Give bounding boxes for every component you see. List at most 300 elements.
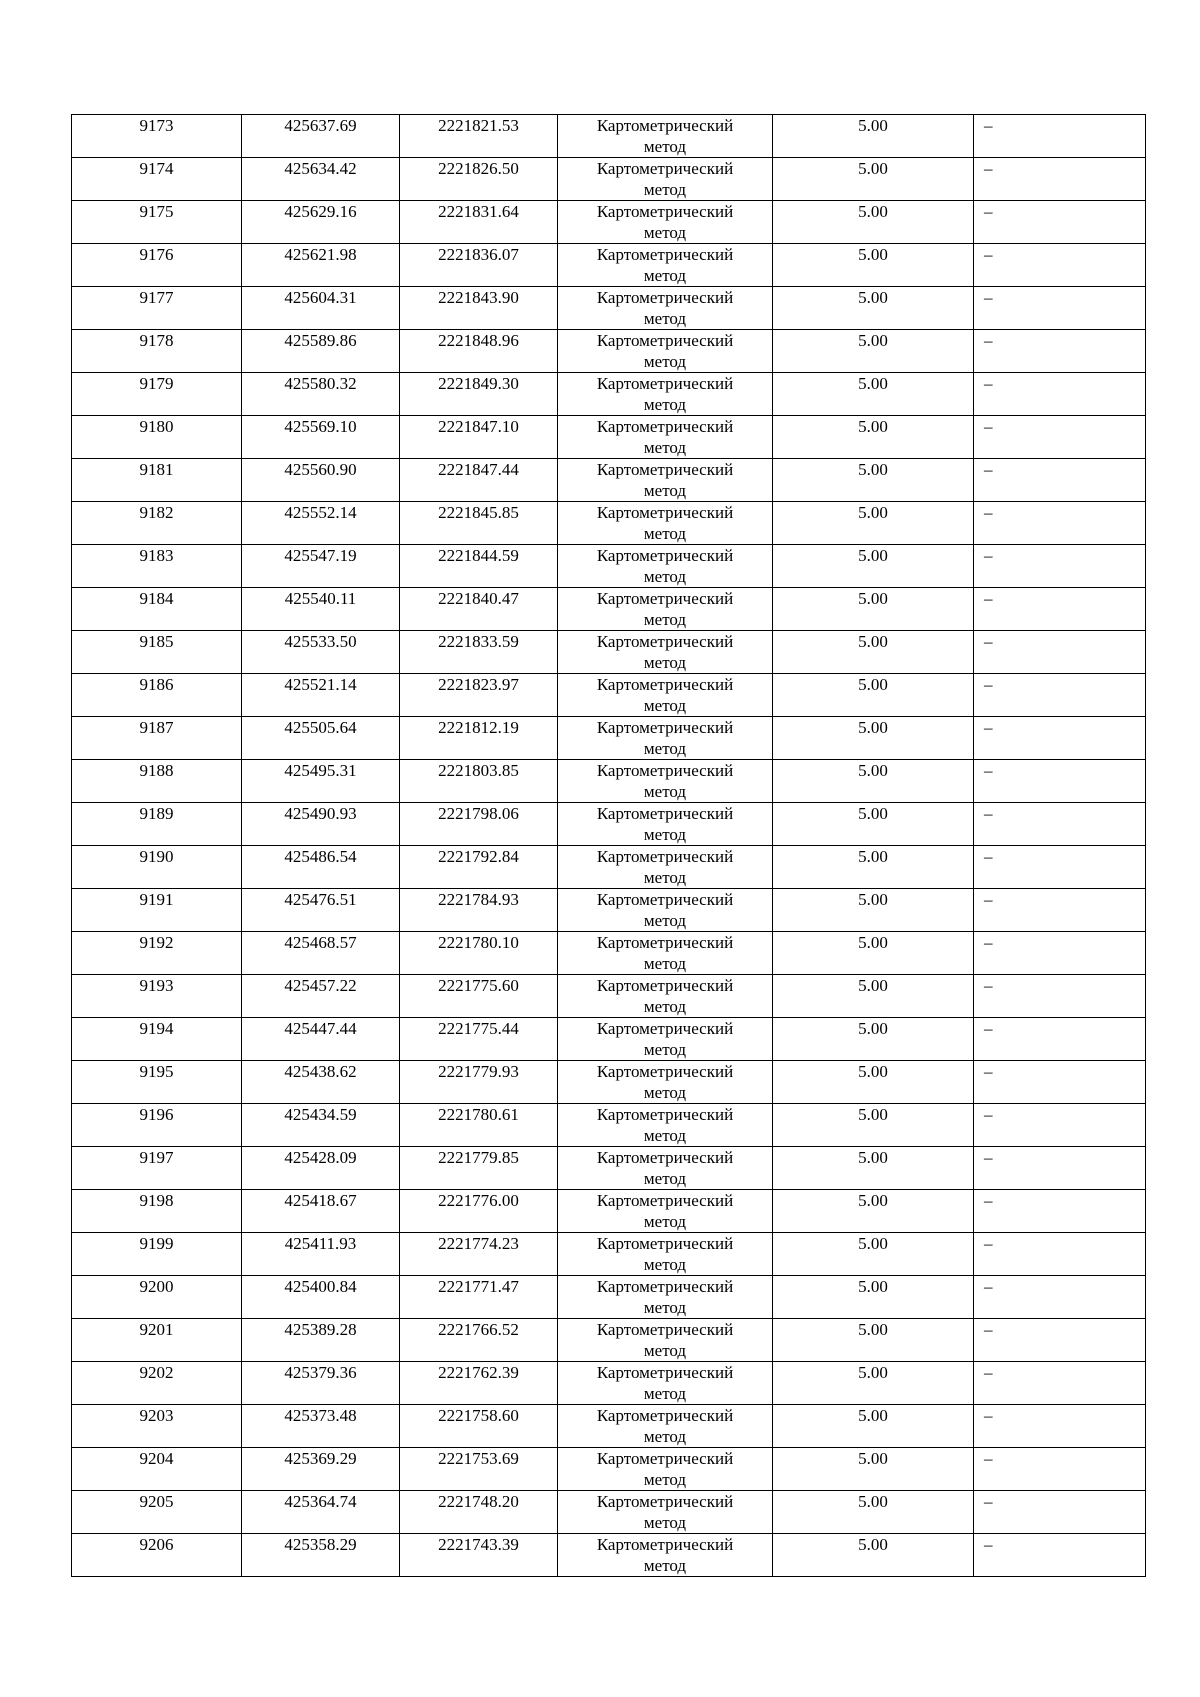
method-cell <box>558 1190 773 1233</box>
note-cell: – <box>974 416 1146 459</box>
y-coordinate-cell: 2221823.97 <box>400 674 558 717</box>
accuracy-cell: 5.00 <box>773 459 974 502</box>
method-cell <box>558 1534 773 1577</box>
note-cell: – <box>974 1276 1146 1319</box>
table-row <box>72 631 1146 674</box>
x-coordinate-cell: 425434.59 <box>242 1104 400 1147</box>
accuracy-cell: 5.00 <box>773 975 974 1018</box>
point-number-cell: 9190 <box>72 846 242 889</box>
method-cell <box>558 330 773 373</box>
table-row <box>72 1319 1146 1362</box>
note-cell: – <box>974 158 1146 201</box>
method-line-2: метод <box>643 954 687 973</box>
method-line-2: метод <box>643 825 687 844</box>
accuracy-cell: 5.00 <box>773 244 974 287</box>
x-coordinate-cell: 425521.14 <box>242 674 400 717</box>
y-coordinate-cell: 2221748.20 <box>400 1491 558 1534</box>
accuracy-cell: 5.00 <box>773 717 974 760</box>
note-cell: – <box>974 1061 1146 1104</box>
method-line-2: метод <box>643 1298 687 1317</box>
x-coordinate-cell: 425358.29 <box>242 1534 400 1577</box>
point-number-cell: 9204 <box>72 1448 242 1491</box>
method-line-1: Картометрический <box>596 503 734 522</box>
x-coordinate-cell: 425580.32 <box>242 373 400 416</box>
method-cell <box>558 1233 773 1276</box>
y-coordinate-cell: 2221779.93 <box>400 1061 558 1104</box>
method-line-1: Картометрический <box>596 675 734 694</box>
point-number-cell: 9197 <box>72 1147 242 1190</box>
y-coordinate-cell: 2221849.30 <box>400 373 558 416</box>
note-cell: – <box>974 244 1146 287</box>
table-row <box>72 373 1146 416</box>
table-row <box>72 459 1146 502</box>
x-coordinate-cell: 425490.93 <box>242 803 400 846</box>
note-cell: – <box>974 1448 1146 1491</box>
method-cell <box>558 115 773 158</box>
note-cell: – <box>974 1534 1146 1577</box>
accuracy-cell: 5.00 <box>773 1319 974 1362</box>
method-line-2: метод <box>643 739 687 758</box>
method-line-2: метод <box>643 782 687 801</box>
method-line-1: Картометрический <box>596 632 734 651</box>
point-number-cell: 9173 <box>72 115 242 158</box>
accuracy-cell: 5.00 <box>773 1405 974 1448</box>
accuracy-cell: 5.00 <box>773 1147 974 1190</box>
method-line-1: Картометрический <box>596 933 734 952</box>
point-number-cell: 9196 <box>72 1104 242 1147</box>
method-line-2: метод <box>643 997 687 1016</box>
x-coordinate-cell: 425637.69 <box>242 115 400 158</box>
method-cell <box>558 717 773 760</box>
note-cell: – <box>974 803 1146 846</box>
point-number-cell: 9180 <box>72 416 242 459</box>
accuracy-cell: 5.00 <box>773 330 974 373</box>
note-cell: – <box>974 932 1146 975</box>
table-row <box>72 717 1146 760</box>
note-cell: – <box>974 760 1146 803</box>
method-line-1: Картометрический <box>596 847 734 866</box>
method-line-1: Картометрический <box>596 761 734 780</box>
method-line-2: метод <box>643 1470 687 1489</box>
x-coordinate-cell: 425418.67 <box>242 1190 400 1233</box>
method-line-1: Картометрический <box>596 1363 734 1382</box>
method-line-2: метод <box>643 610 687 629</box>
accuracy-cell: 5.00 <box>773 201 974 244</box>
table-row <box>72 1233 1146 1276</box>
method-line-2: метод <box>643 1083 687 1102</box>
method-line-2: метод <box>643 395 687 414</box>
point-number-cell: 9185 <box>72 631 242 674</box>
method-cell <box>558 1405 773 1448</box>
note-cell: – <box>974 502 1146 545</box>
note-cell: – <box>974 1233 1146 1276</box>
point-number-cell: 9189 <box>72 803 242 846</box>
point-number-cell: 9195 <box>72 1061 242 1104</box>
method-cell <box>558 889 773 932</box>
method-cell <box>558 631 773 674</box>
method-line-2: метод <box>643 266 687 285</box>
note-cell: – <box>974 975 1146 1018</box>
table-row <box>72 889 1146 932</box>
table-row <box>72 846 1146 889</box>
table-row <box>72 545 1146 588</box>
method-line-1: Картометрический <box>596 1191 734 1210</box>
method-line-2: метод <box>643 696 687 715</box>
method-line-1: Картометрический <box>596 159 734 178</box>
table-row <box>72 201 1146 244</box>
y-coordinate-cell: 2221844.59 <box>400 545 558 588</box>
y-coordinate-cell: 2221743.39 <box>400 1534 558 1577</box>
y-coordinate-cell: 2221758.60 <box>400 1405 558 1448</box>
accuracy-cell: 5.00 <box>773 1018 974 1061</box>
method-line-2: метод <box>643 180 687 199</box>
note-cell: – <box>974 1190 1146 1233</box>
y-coordinate-cell: 2221845.85 <box>400 502 558 545</box>
method-line-2: метод <box>643 911 687 930</box>
x-coordinate-cell: 425476.51 <box>242 889 400 932</box>
x-coordinate-cell: 425634.42 <box>242 158 400 201</box>
accuracy-cell: 5.00 <box>773 115 974 158</box>
table-row <box>72 287 1146 330</box>
method-line-2: метод <box>643 1513 687 1532</box>
method-line-2: метод <box>643 352 687 371</box>
x-coordinate-cell: 425364.74 <box>242 1491 400 1534</box>
accuracy-cell: 5.00 <box>773 416 974 459</box>
table-row <box>72 1190 1146 1233</box>
note-cell: – <box>974 631 1146 674</box>
method-line-1: Картометрический <box>596 976 734 995</box>
accuracy-cell: 5.00 <box>773 158 974 201</box>
method-line-2: метод <box>643 1556 687 1575</box>
method-cell <box>558 846 773 889</box>
method-line-1: Картометрический <box>596 1105 734 1124</box>
method-line-1: Картометрический <box>596 804 734 823</box>
method-cell <box>558 1104 773 1147</box>
note-cell: – <box>974 1362 1146 1405</box>
x-coordinate-cell: 425621.98 <box>242 244 400 287</box>
coordinates-table <box>71 114 1146 1577</box>
accuracy-cell: 5.00 <box>773 588 974 631</box>
point-number-cell: 9201 <box>72 1319 242 1362</box>
x-coordinate-cell: 425369.29 <box>242 1448 400 1491</box>
method-line-1: Картометрический <box>596 1492 734 1511</box>
y-coordinate-cell: 2221836.07 <box>400 244 558 287</box>
accuracy-cell: 5.00 <box>773 674 974 717</box>
y-coordinate-cell: 2221848.96 <box>400 330 558 373</box>
table-row <box>72 416 1146 459</box>
accuracy-cell: 5.00 <box>773 760 974 803</box>
method-line-1: Картометрический <box>596 589 734 608</box>
method-cell <box>558 674 773 717</box>
method-cell <box>558 932 773 975</box>
x-coordinate-cell: 425604.31 <box>242 287 400 330</box>
method-cell <box>558 760 773 803</box>
y-coordinate-cell: 2221775.44 <box>400 1018 558 1061</box>
method-line-2: метод <box>643 1040 687 1059</box>
y-coordinate-cell: 2221780.10 <box>400 932 558 975</box>
table-row <box>72 1147 1146 1190</box>
x-coordinate-cell: 425438.62 <box>242 1061 400 1104</box>
method-line-1: Картометрический <box>596 202 734 221</box>
method-cell <box>558 1448 773 1491</box>
note-cell: – <box>974 287 1146 330</box>
accuracy-cell: 5.00 <box>773 1491 974 1534</box>
x-coordinate-cell: 425533.50 <box>242 631 400 674</box>
y-coordinate-cell: 2221843.90 <box>400 287 558 330</box>
y-coordinate-cell: 2221826.50 <box>400 158 558 201</box>
point-number-cell: 9194 <box>72 1018 242 1061</box>
method-cell <box>558 244 773 287</box>
method-cell <box>558 975 773 1018</box>
method-cell <box>558 158 773 201</box>
table-row <box>72 1104 1146 1147</box>
method-line-1: Картометрический <box>596 460 734 479</box>
method-line-1: Картометрический <box>596 1277 734 1296</box>
accuracy-cell: 5.00 <box>773 1276 974 1319</box>
y-coordinate-cell: 2221798.06 <box>400 803 558 846</box>
accuracy-cell: 5.00 <box>773 803 974 846</box>
note-cell: – <box>974 115 1146 158</box>
method-line-1: Картометрический <box>596 245 734 264</box>
y-coordinate-cell: 2221831.64 <box>400 201 558 244</box>
note-cell: – <box>974 545 1146 588</box>
y-coordinate-cell: 2221780.61 <box>400 1104 558 1147</box>
method-line-1: Картометрический <box>596 1320 734 1339</box>
note-cell: – <box>974 201 1146 244</box>
table-row <box>72 932 1146 975</box>
y-coordinate-cell: 2221766.52 <box>400 1319 558 1362</box>
point-number-cell: 9175 <box>72 201 242 244</box>
point-number-cell: 9205 <box>72 1491 242 1534</box>
method-line-1: Картометрический <box>596 116 734 135</box>
x-coordinate-cell: 425540.11 <box>242 588 400 631</box>
table-row <box>72 1448 1146 1491</box>
y-coordinate-cell: 2221792.84 <box>400 846 558 889</box>
note-cell: – <box>974 1491 1146 1534</box>
table-row <box>72 502 1146 545</box>
y-coordinate-cell: 2221821.53 <box>400 115 558 158</box>
note-cell: – <box>974 674 1146 717</box>
x-coordinate-cell: 425428.09 <box>242 1147 400 1190</box>
y-coordinate-cell: 2221775.60 <box>400 975 558 1018</box>
accuracy-cell: 5.00 <box>773 373 974 416</box>
method-cell <box>558 1319 773 1362</box>
table-row <box>72 1534 1146 1577</box>
method-line-1: Картометрический <box>596 1234 734 1253</box>
method-cell <box>558 1362 773 1405</box>
note-cell: – <box>974 1147 1146 1190</box>
coordinates-table-body <box>72 115 1146 1577</box>
accuracy-cell: 5.00 <box>773 1362 974 1405</box>
point-number-cell: 9174 <box>72 158 242 201</box>
method-cell <box>558 459 773 502</box>
method-line-2: метод <box>643 137 687 156</box>
point-number-cell: 9187 <box>72 717 242 760</box>
y-coordinate-cell: 2221771.47 <box>400 1276 558 1319</box>
method-line-1: Картометрический <box>596 546 734 565</box>
method-line-1: Картометрический <box>596 1535 734 1554</box>
table-row <box>72 1276 1146 1319</box>
x-coordinate-cell: 425547.19 <box>242 545 400 588</box>
table-row <box>72 115 1146 158</box>
accuracy-cell: 5.00 <box>773 1190 974 1233</box>
method-cell <box>558 588 773 631</box>
point-number-cell: 9176 <box>72 244 242 287</box>
point-number-cell: 9182 <box>72 502 242 545</box>
method-line-1: Картометрический <box>596 1449 734 1468</box>
point-number-cell: 9206 <box>72 1534 242 1577</box>
table-row <box>72 1018 1146 1061</box>
accuracy-cell: 5.00 <box>773 1061 974 1104</box>
method-line-2: метод <box>643 868 687 887</box>
method-cell <box>558 1276 773 1319</box>
method-cell <box>558 1491 773 1534</box>
x-coordinate-cell: 425389.28 <box>242 1319 400 1362</box>
method-line-2: метод <box>643 1384 687 1403</box>
method-line-1: Картометрический <box>596 890 734 909</box>
method-line-2: метод <box>643 1169 687 1188</box>
method-cell <box>558 287 773 330</box>
point-number-cell: 9193 <box>72 975 242 1018</box>
y-coordinate-cell: 2221774.23 <box>400 1233 558 1276</box>
method-cell <box>558 502 773 545</box>
method-line-1: Картометрический <box>596 1062 734 1081</box>
accuracy-cell: 5.00 <box>773 545 974 588</box>
point-number-cell: 9179 <box>72 373 242 416</box>
table-row <box>72 760 1146 803</box>
method-line-1: Картометрический <box>596 417 734 436</box>
accuracy-cell: 5.00 <box>773 1448 974 1491</box>
x-coordinate-cell: 425569.10 <box>242 416 400 459</box>
table-row <box>72 1362 1146 1405</box>
method-line-1: Картометрический <box>596 288 734 307</box>
point-number-cell: 9184 <box>72 588 242 631</box>
method-cell <box>558 373 773 416</box>
x-coordinate-cell: 425629.16 <box>242 201 400 244</box>
x-coordinate-cell: 425552.14 <box>242 502 400 545</box>
y-coordinate-cell: 2221753.69 <box>400 1448 558 1491</box>
point-number-cell: 9177 <box>72 287 242 330</box>
method-cell <box>558 803 773 846</box>
y-coordinate-cell: 2221762.39 <box>400 1362 558 1405</box>
point-number-cell: 9186 <box>72 674 242 717</box>
method-line-2: метод <box>643 438 687 457</box>
method-line-1: Картометрический <box>596 1406 734 1425</box>
method-line-2: метод <box>643 223 687 242</box>
y-coordinate-cell: 2221776.00 <box>400 1190 558 1233</box>
point-number-cell: 9202 <box>72 1362 242 1405</box>
y-coordinate-cell: 2221847.44 <box>400 459 558 502</box>
point-number-cell: 9203 <box>72 1405 242 1448</box>
table-row <box>72 330 1146 373</box>
y-coordinate-cell: 2221803.85 <box>400 760 558 803</box>
table-row <box>72 1491 1146 1534</box>
note-cell: – <box>974 717 1146 760</box>
accuracy-cell: 5.00 <box>773 502 974 545</box>
method-line-2: метод <box>643 309 687 328</box>
y-coordinate-cell: 2221840.47 <box>400 588 558 631</box>
accuracy-cell: 5.00 <box>773 1233 974 1276</box>
table-row <box>72 244 1146 287</box>
y-coordinate-cell: 2221847.10 <box>400 416 558 459</box>
point-number-cell: 9191 <box>72 889 242 932</box>
point-number-cell: 9192 <box>72 932 242 975</box>
point-number-cell: 9188 <box>72 760 242 803</box>
method-cell <box>558 1061 773 1104</box>
note-cell: – <box>974 889 1146 932</box>
x-coordinate-cell: 425486.54 <box>242 846 400 889</box>
accuracy-cell: 5.00 <box>773 1104 974 1147</box>
table-row <box>72 1405 1146 1448</box>
table-row <box>72 1061 1146 1104</box>
note-cell: – <box>974 1319 1146 1362</box>
method-line-2: метод <box>643 1341 687 1360</box>
method-line-2: метод <box>643 567 687 586</box>
note-cell: – <box>974 373 1146 416</box>
accuracy-cell: 5.00 <box>773 889 974 932</box>
table-row <box>72 588 1146 631</box>
x-coordinate-cell: 425589.86 <box>242 330 400 373</box>
y-coordinate-cell: 2221779.85 <box>400 1147 558 1190</box>
x-coordinate-cell: 425447.44 <box>242 1018 400 1061</box>
x-coordinate-cell: 425400.84 <box>242 1276 400 1319</box>
note-cell: – <box>974 1104 1146 1147</box>
accuracy-cell: 5.00 <box>773 846 974 889</box>
table-row <box>72 674 1146 717</box>
point-number-cell: 9200 <box>72 1276 242 1319</box>
method-cell <box>558 1147 773 1190</box>
x-coordinate-cell: 425560.90 <box>242 459 400 502</box>
note-cell: – <box>974 1405 1146 1448</box>
x-coordinate-cell: 425495.31 <box>242 760 400 803</box>
method-line-1: Картометрический <box>596 1148 734 1167</box>
accuracy-cell: 5.00 <box>773 287 974 330</box>
x-coordinate-cell: 425505.64 <box>242 717 400 760</box>
accuracy-cell: 5.00 <box>773 932 974 975</box>
table-row <box>72 158 1146 201</box>
table-row <box>72 975 1146 1018</box>
x-coordinate-cell: 425411.93 <box>242 1233 400 1276</box>
note-cell: – <box>974 1018 1146 1061</box>
table-row <box>72 803 1146 846</box>
point-number-cell: 9181 <box>72 459 242 502</box>
point-number-cell: 9199 <box>72 1233 242 1276</box>
y-coordinate-cell: 2221812.19 <box>400 717 558 760</box>
method-line-2: метод <box>643 524 687 543</box>
point-number-cell: 9183 <box>72 545 242 588</box>
method-cell <box>558 201 773 244</box>
method-line-1: Картометрический <box>596 331 734 350</box>
note-cell: – <box>974 588 1146 631</box>
method-cell <box>558 545 773 588</box>
method-line-1: Картометрический <box>596 718 734 737</box>
method-line-2: метод <box>643 481 687 500</box>
point-number-cell: 9178 <box>72 330 242 373</box>
note-cell: – <box>974 459 1146 502</box>
method-line-2: метод <box>643 653 687 672</box>
note-cell: – <box>974 330 1146 373</box>
method-line-2: метод <box>643 1427 687 1446</box>
accuracy-cell: 5.00 <box>773 1534 974 1577</box>
y-coordinate-cell: 2221784.93 <box>400 889 558 932</box>
method-line-2: метод <box>643 1212 687 1231</box>
point-number-cell: 9198 <box>72 1190 242 1233</box>
method-line-1: Картометрический <box>596 374 734 393</box>
x-coordinate-cell: 425468.57 <box>242 932 400 975</box>
x-coordinate-cell: 425457.22 <box>242 975 400 1018</box>
method-cell <box>558 416 773 459</box>
x-coordinate-cell: 425379.36 <box>242 1362 400 1405</box>
